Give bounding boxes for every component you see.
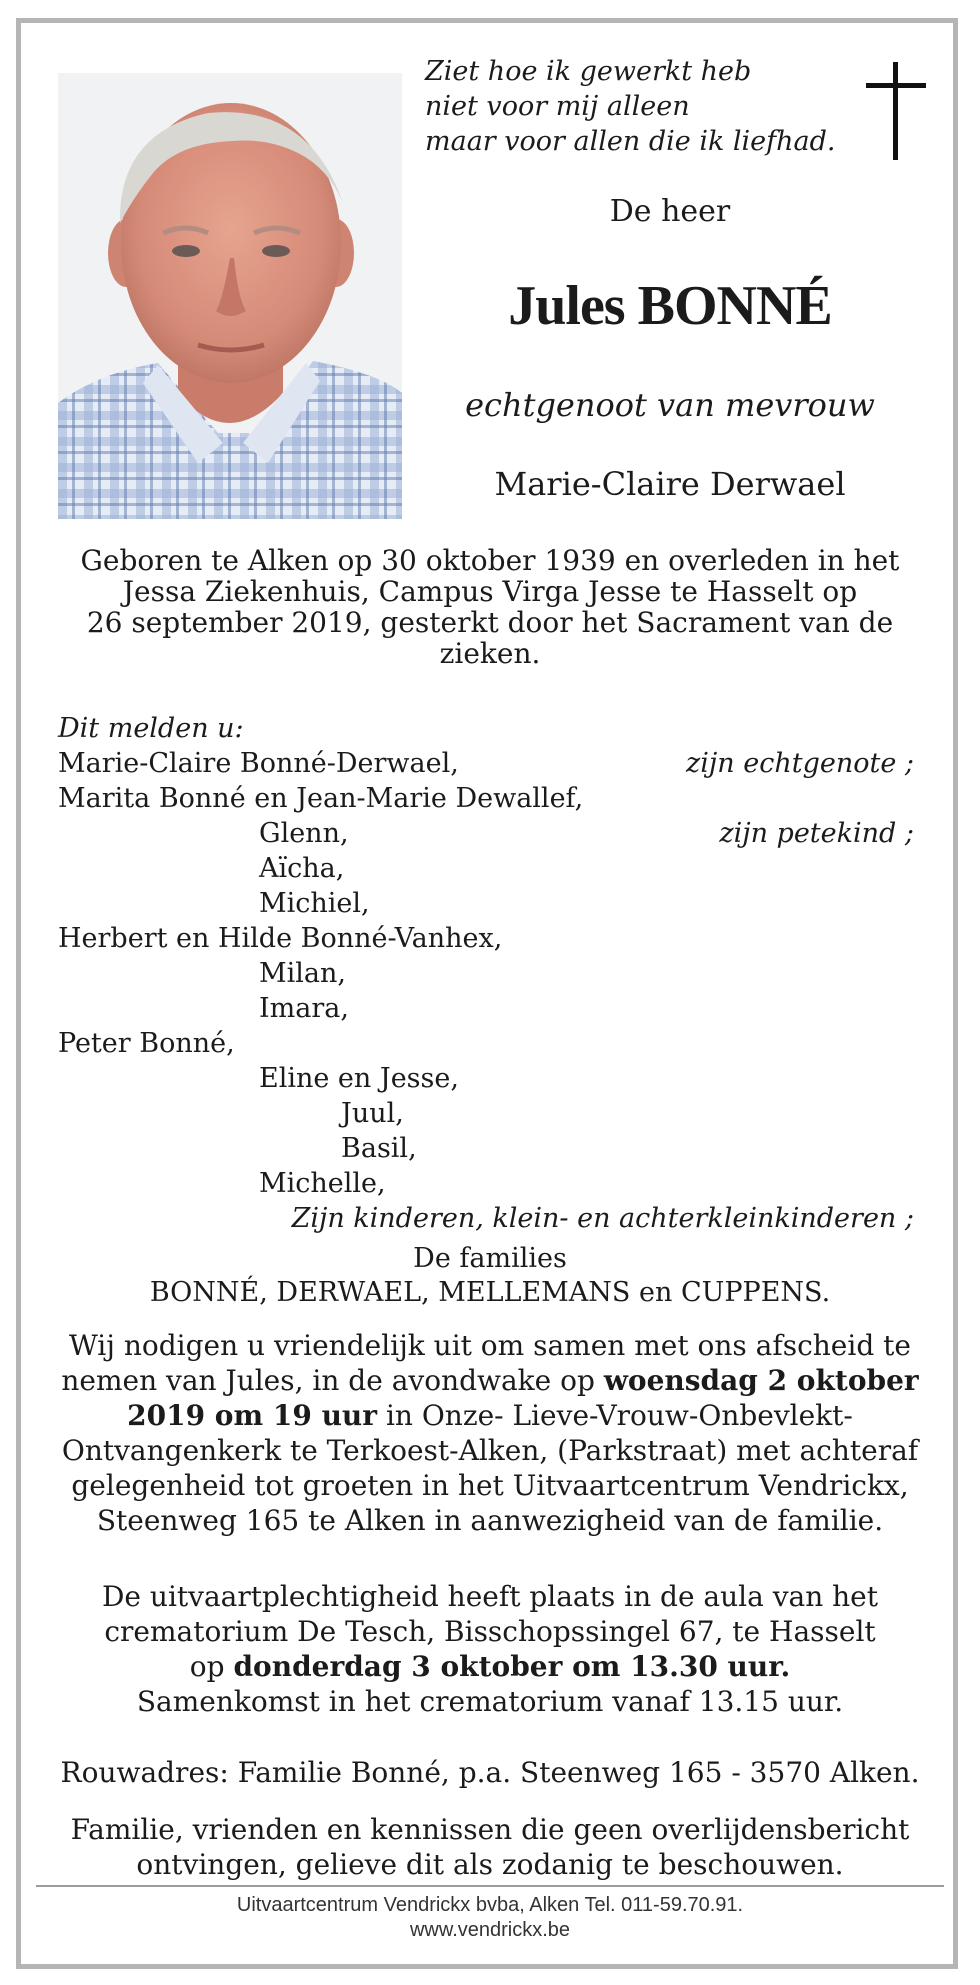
list-item <box>58 851 914 886</box>
list-item <box>58 1026 914 1061</box>
mourner-name: Peter Bonné, <box>58 1028 235 1059</box>
list-item <box>58 781 914 816</box>
mourner-name: Aïcha, <box>259 853 345 884</box>
notice-line: Familie, vrienden en kennissen die geen overlijdensbericht <box>70 1813 910 1846</box>
birth-line: zieken. <box>439 637 541 670</box>
birth-line: 26 september 2019, gesterkt door het Sacrament van de <box>86 606 894 639</box>
mourner-name: Marita Bonné en Jean-Marie Dewallef, <box>58 783 584 814</box>
mourner-name: Milan, <box>259 958 346 989</box>
footer-divider <box>36 1885 944 1887</box>
mourner-name: Michiel, <box>259 888 370 919</box>
mourners-closing: Zijn kinderen, klein- en achterkleinkinderen ; <box>291 1203 914 1234</box>
list-item <box>58 886 914 921</box>
birth-line: Jessa Ziekenhuis, Campus Virga Jesse te Hasselt op <box>122 575 858 608</box>
list-item <box>58 991 914 1026</box>
mourners-intro: Dit melden u: <box>58 713 244 744</box>
notice-line: ontvingen, gelieve dit als zodanig te beschouwen. <box>136 1848 844 1881</box>
mourner-name: Marie-Claire Bonné-Derwael, <box>58 748 459 779</box>
poem-line: maar voor allen die ik liefhad. <box>425 126 836 157</box>
birth-line: Geboren te Alken op 30 oktober 1939 en overleden in het <box>80 544 900 577</box>
ceremony-line: crematorium De Tesch, Bisschopssingel 67, te Hasselt <box>104 1615 876 1648</box>
notice-text <box>50 1812 930 1882</box>
list-item <box>58 921 914 956</box>
ceremony-line: Samenkomst in het crematorium vanaf 13.15 uur. <box>136 1685 844 1718</box>
spouse-intro: echtgenoot van mevrouw <box>465 386 875 424</box>
list-item <box>58 746 914 781</box>
footer-website-link[interactable]: www.vendrickx.be <box>409 1919 571 1941</box>
portrait-photo <box>58 73 402 519</box>
footer-company: Uitvaartcentrum Vendrickx bvba, Alken Tel. 011-59.70.91. <box>236 1894 744 1916</box>
mourner-name: Glenn, <box>259 818 349 849</box>
title-honorific: De heer <box>609 194 731 229</box>
list-item <box>58 1166 914 1201</box>
mourning-address: Rouwadres: Familie Bonné, p.a. Steenweg 165 - 3570 Alken. <box>60 1756 920 1789</box>
list-item <box>58 956 914 991</box>
mourner-name: Michelle, <box>259 1168 386 1199</box>
invitation-text: in Onze- Lieve-Vrouw-Onbevlekt-Ontvangenkerk te Terkoest-Alken, (Parkstraat) met achteraf gelegenheid tot groeten in het Uitvaartcentrum Vendrickx, Steenweg 165 te Alken in aanwezigheid van de familie. <box>61 1399 919 1537</box>
families-names: BONNÉ, DERWAEL, MELLEMANS en CUPPENS. <box>149 1277 831 1308</box>
mourner-name: Eline en Jesse, <box>259 1063 459 1094</box>
birth-death-details <box>50 545 930 669</box>
invitation-text: Wij nodigen u vriendelijk uit om samen met ons afscheid te nemen van Jules, in de avondwake op <box>61 1329 911 1397</box>
list-item <box>58 1061 914 1096</box>
wake-invitation <box>50 1328 930 1538</box>
mourner-name: Juul, <box>341 1098 404 1129</box>
ceremony-date: donderdag 3 oktober om 13.30 uur. <box>233 1650 791 1683</box>
mourner-name: Basil, <box>341 1133 417 1164</box>
mourner-relation: zijn petekind ; <box>719 818 914 849</box>
mourner-relation: zijn echtgenote ; <box>686 748 914 779</box>
footer <box>50 1893 930 1943</box>
poem-line: niet voor mij alleen <box>425 91 690 122</box>
list-item <box>58 1096 914 1131</box>
ceremony-op: op <box>189 1650 234 1683</box>
cross-icon <box>866 62 926 160</box>
funeral-ceremony <box>50 1579 930 1719</box>
mourner-name: Herbert en Hilde Bonné-Vanhex, <box>58 923 503 954</box>
spouse-name: Marie-Claire Derwael <box>494 465 846 503</box>
poem-line: Ziet hoe ik gewerkt heb <box>425 56 752 87</box>
ceremony-line: De uitvaartplechtigheid heeft plaats in de aula van het <box>101 1580 878 1613</box>
poem-verse <box>425 54 836 159</box>
families <box>50 1242 930 1310</box>
mourners-list <box>58 711 914 1236</box>
wake-date: woensdag 2 oktober 2019 om 19 uur <box>127 1364 919 1432</box>
list-item <box>58 1131 914 1166</box>
list-item <box>58 816 914 851</box>
mourner-name: Imara, <box>259 993 349 1024</box>
families-heading: De families <box>413 1243 567 1274</box>
deceased-name: Jules BONNÉ <box>508 275 832 337</box>
